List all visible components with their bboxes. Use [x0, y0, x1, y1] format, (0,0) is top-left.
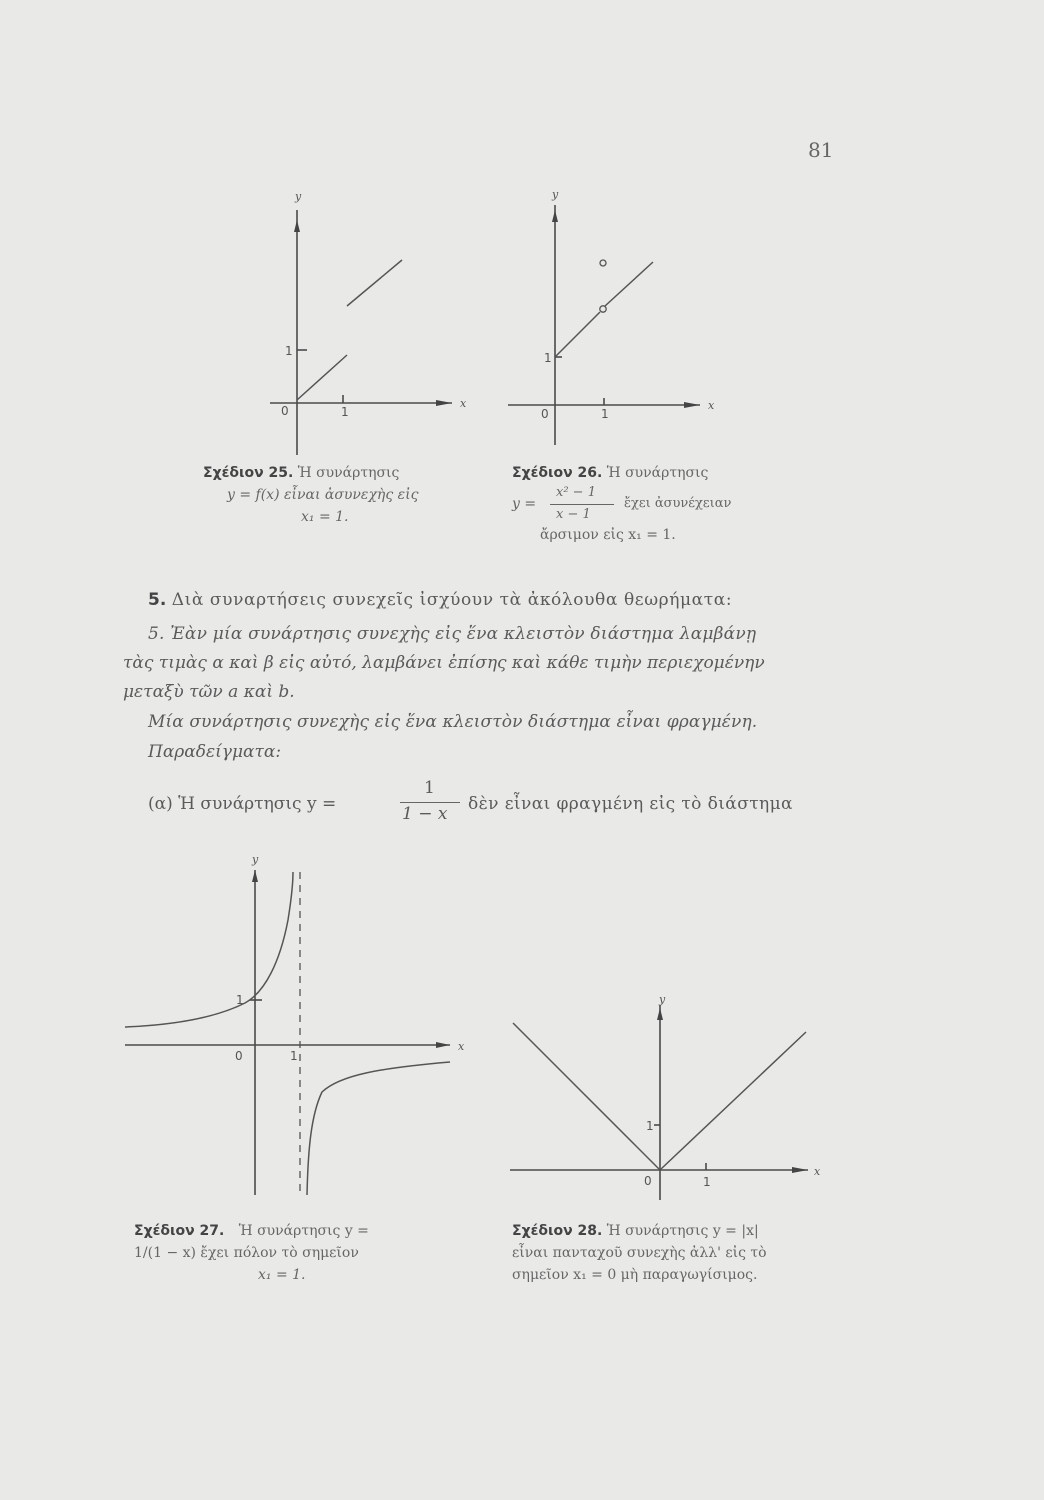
fig26-caption-text-1: Ἡ συνάρτησις — [606, 465, 709, 481]
page-number: 81 — [808, 138, 834, 162]
fig27-x-label: x — [458, 1040, 465, 1053]
examples-label: Παραδείγματα: — [148, 742, 282, 762]
theorem-1-line-2: τὰς τιμὰς α καὶ β εἰς αὐτό, λαμβάνει ἐπίσης καὶ κάθε τιμὴν περιεχομένην — [123, 653, 765, 673]
fig26-formula-lhs: y = — [512, 496, 537, 512]
fig25-caption-text-3: x₁ = 1. — [301, 509, 349, 525]
fig27-caption-label: Σχέδιον 27. — [134, 1223, 225, 1239]
fig25-origin-label: 0 — [281, 404, 289, 418]
example-a-den: 1 − x — [402, 804, 448, 824]
fig27-tick-x-label: 1 — [290, 1049, 298, 1063]
fig26-tick-y-label: 1 — [544, 351, 552, 365]
fig28-x-arrow — [792, 1167, 808, 1173]
fig28-right-ray — [661, 1032, 806, 1169]
fig26-formula-num: x² − 1 — [556, 485, 596, 500]
fig26-caption-label: Σχέδιον 26. — [512, 465, 603, 481]
fig25-tick-y-label: 1 — [285, 344, 293, 358]
fig28-tick-y-label: 1 — [646, 1119, 654, 1133]
fig28-y-label: y — [659, 993, 666, 1006]
fig25-caption-text-1: Ἡ συνάρτησις — [297, 465, 400, 481]
fig28-caption-text-3: σημεῖον x₁ = 0 μὴ παραγωγίσιμος. — [512, 1267, 758, 1283]
fig25-caption-text-2: y = f(x) εἶναι ἀσυνεχὴς εἰς — [227, 487, 419, 503]
fig28-caption-text-2: εἶναι πανταχοῦ συνεχὴς ἀλλ' εἰς τὸ — [512, 1245, 767, 1261]
fig28-origin-label: 0 — [644, 1174, 652, 1188]
fig28-left-ray — [513, 1023, 659, 1169]
fig27-origin-label: 0 — [235, 1049, 243, 1063]
fig26-origin-label: 0 — [541, 407, 549, 421]
fig28-caption-label: Σχέδιον 28. — [512, 1223, 603, 1239]
fig27-y-label: y — [252, 853, 259, 866]
example-a-suffix: δὲν εἶναι φραγμένη εἰς τὸ διάστημα — [468, 794, 793, 814]
section-heading-number: 5. — [148, 590, 167, 610]
section-heading-text: Διὰ συναρτήσεις συνεχεῖς ἰσχύουν τὰ ἀκόλουθα θεωρήματα: — [171, 590, 733, 610]
example-a-num: 1 — [424, 778, 435, 798]
fig25-caption-label: Σχέδιον 25. — [203, 465, 294, 481]
fig26-tick-x-label: 1 — [601, 407, 609, 421]
fig26-caption-text-2: ἔχει ἀσυνέχειαν — [624, 496, 732, 511]
fig27-caption-text-3: x₁ = 1. — [258, 1267, 306, 1283]
fig28-tick-x-label: 1 — [703, 1175, 711, 1189]
fig28-y-arrow — [657, 1008, 663, 1020]
fig25-y-label: y — [295, 190, 302, 203]
fig28-caption-text-1: Ἡ συνάρτησις y = |x| — [606, 1223, 759, 1239]
fig28-x-label: x — [814, 1165, 821, 1178]
fig25-tick-x-label: 1 — [341, 405, 349, 419]
fig25-x-label: x — [460, 397, 467, 410]
fig26-formula-den: x − 1 — [556, 507, 591, 522]
fig27-tick-y-label: 1 — [236, 993, 244, 1007]
theorem-1-line-3: μεταξὺ τῶν a καὶ b. — [123, 682, 295, 702]
fig26-y-label: y — [552, 188, 559, 201]
theorem-1-line-1: 5. Ἐὰν μία συνάρτησις συνεχὴς εἰς ἕνα κλειστὸν διάστημα λαμβάνῃ — [148, 624, 757, 644]
fig27-caption-text-2: 1/(1 − x) ἔχει πόλον τὸ σημεῖον — [134, 1245, 359, 1261]
theorem-2: Μία συνάρτησις συνεχὴς εἰς ἕνα κλειστὸν διάστημα εἶναι φραγμένη. — [148, 712, 758, 732]
example-a-prefix: (α) Ἡ συνάρτησις y = — [148, 794, 337, 814]
fig28-caption — [512, 1220, 832, 1286]
fig26-caption-text-3: ἄρσιμον εἰς x₁ = 1. — [540, 527, 676, 543]
fig26-x-label: x — [708, 399, 715, 412]
fig27-caption-text-1: Ἡ συνάρτησις y = — [238, 1223, 369, 1239]
